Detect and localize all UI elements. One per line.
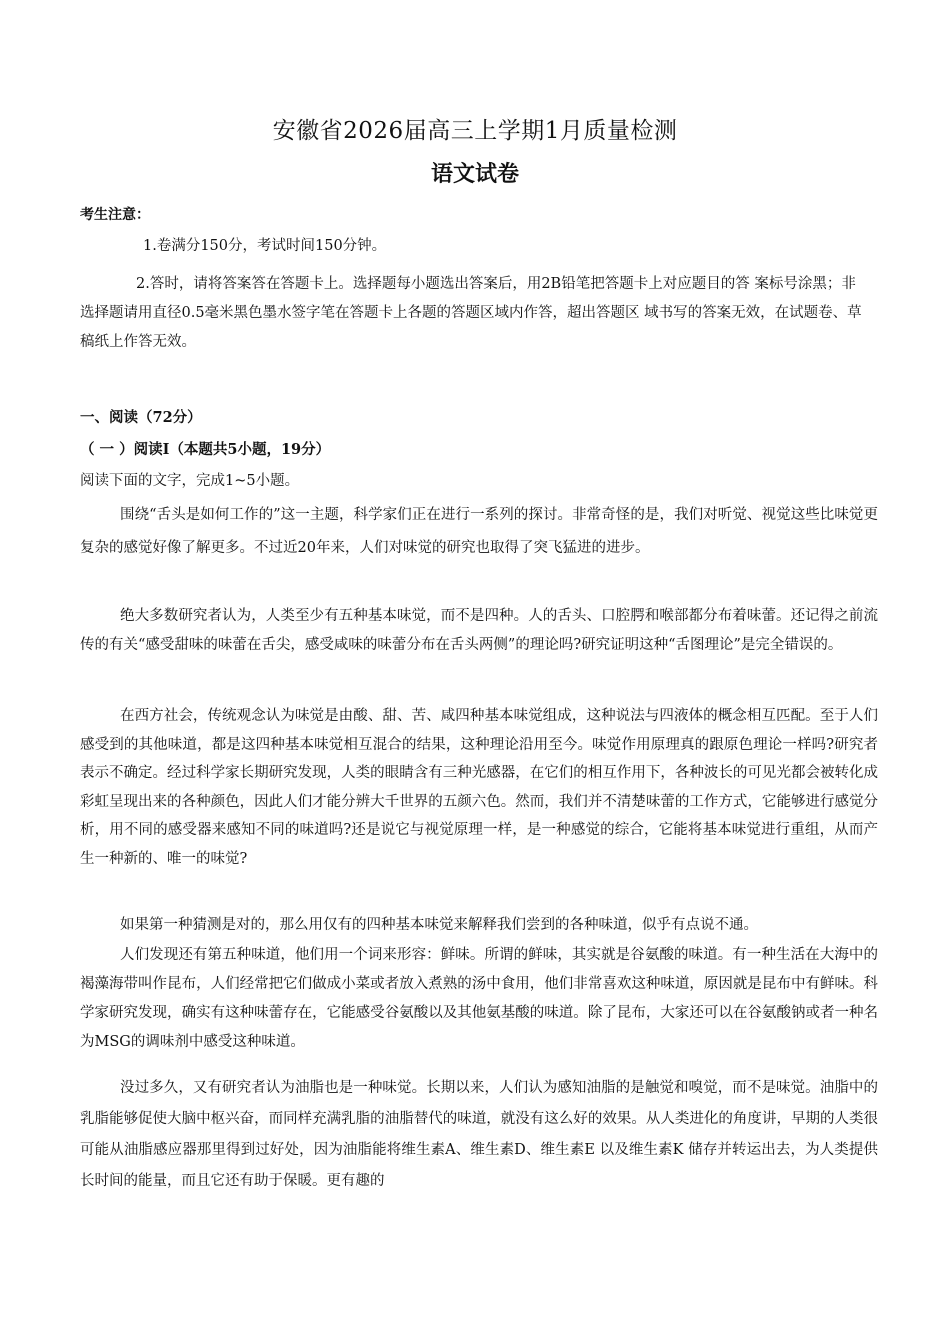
section-subheading: （ 一 ）阅读Ⅰ（本题共5小题，19分）	[80, 441, 331, 458]
passage-paragraph-6: 没过多久，又有研究者认为油脂也是一种味觉。长期以来，人们认为感知油脂的是触觉和嗅觉，而不是味觉。油脂中的乳脂能够促使大脑中枢兴奋，而同样充满乳脂的油脂替代的味道，就没有这么好的效果。从人类进化的角度讲，早期的人类很可能从油脂感应器那里得到过好处，因为油脂能将维生素A、维生素D、维生素E 以及维生素K 储存并转运出去，为人类提供长时间的能量，而且它还有助于保暖。更有趣的	[80, 1080, 878, 1189]
passage-paragraph-4: 如果第一种猜测是对的，那么用仅有的四种基本味觉来解释我们尝到的各种味道，似乎有点说不通。	[120, 917, 758, 933]
passage-paragraph-3: 在西方社会，传统观念认为味觉是由酸、甜、苦、咸四种基本味觉组成，这种说法与四液体的概念相互匹配。至于人们感受到的其他味道，都是这四种基本味觉相互混合的结果，这种理论沿用至今。味觉作用原理真的跟原色理论一样吗?研究者表示不确定。经过科学家长期研究发现，人类的眼睛含有三种光感器，在它们的相互作用下，各种波长的可见光都会被转化成彩虹呈现出来的各种颜色，因此人们才能分辨大千世界的五颜六色。然而，我们并不清楚味蕾的工作方式，它能够进行感觉分析，用不同的感受器来感知不同的味道吗?还是说它与视觉原理一样，是一种感觉的综合，它能将基本味觉进行重组，从而产生一种新的、唯一的味觉?	[80, 708, 878, 867]
section-heading: 一、阅读（72分）	[80, 409, 202, 426]
exam-subtitle: 语文试卷	[430, 161, 519, 187]
exam-title: 安徽省2026届高三上学期1月质量检测	[272, 118, 678, 144]
notice-heading: 考生注意：	[80, 207, 150, 223]
notice-item-1: 1.卷满分150分，考试时间150分钟。	[143, 238, 387, 254]
passage-paragraph-1: 围绕“舌头是如何工作的”这一主题，科学家们正在进行一系列的探讨。非常奇怪的是，我们对听觉、视觉这些比味觉更复杂的感觉好像了解更多。不过近20年来，人们对味觉的研究也取得了突飞猛进的进步。	[80, 507, 878, 556]
passage-paragraph-5: 人们发现还有第五种味道，他们用一个词来形容：鲜味。所谓的鲜味，其实就是谷氨酸的味道。有一种生活在大海中的褐藻海带叫作昆布，人们经常把它们做成小菜或者放入煮熟的汤中食用，他们非常喜欢这种味道，原因就是昆布中有鲜味。科学家研究发现，确实有这种味蕾存在，它能感受谷氨酸以及其他氨基酸的味道。除了昆布，大家还可以在谷氨酸钠或者一种名为MSG的调味剂中感受这种味道。	[80, 947, 878, 1050]
section-instruction: 阅读下面的文字，完成1~5小题。	[80, 473, 300, 489]
passage-paragraph-2: 绝大多数研究者认为，人类至少有五种基本味觉，而不是四种。人的舌头、口腔腭和喉部都分布着味蕾。还记得之前流传的有关“感受甜味的味蕾在舌尖，感受咸味的味蕾分布在舌头两侧”的理论吗?研究证明这种“舌图理论”是完全错误的。	[80, 608, 878, 653]
notice-item-2: 2.答时，请将答案答在答题卡上。选择题每小题选出答案后，用2B铅笔把答题卡上对应题目的答 案标号涂黑；非选择题请用直径0.5毫米黑色墨水签字笔在答题卡上各题的答题区域内作答，超出答题区 域书写的答案无效，在试题卷、草稿纸上作答无效。	[80, 276, 862, 350]
